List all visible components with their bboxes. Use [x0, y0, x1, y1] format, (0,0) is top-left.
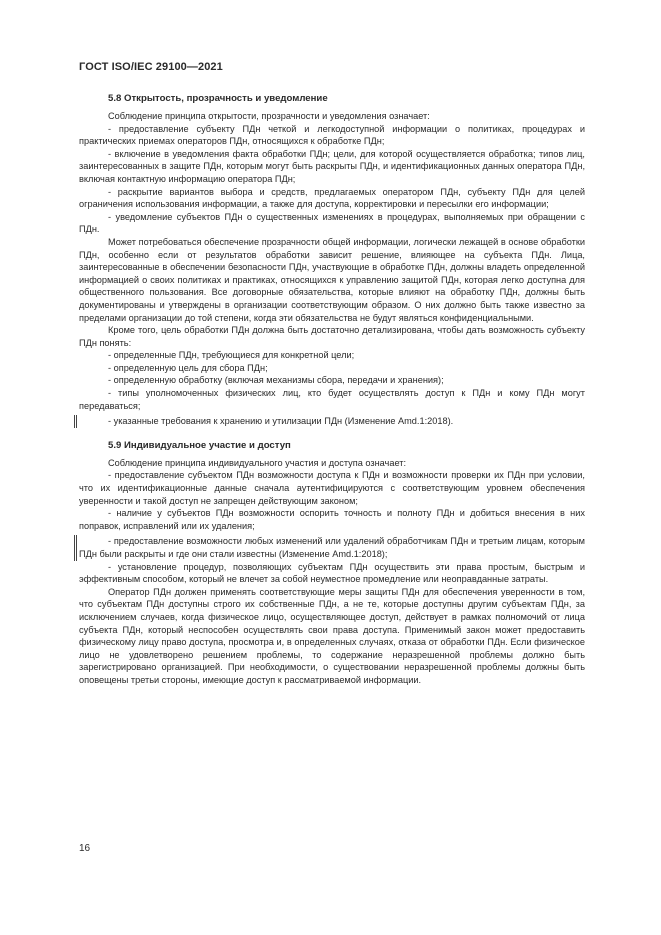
paragraph: Соблюдение принципа открытости, прозрачности и уведомления означает: — [108, 111, 430, 121]
list-item: - определенную цель для сбора ПДн; — [108, 362, 268, 373]
amendment-list-item: - предоставление возможности любых изменений или удалений обработчикам ПДн и третьим лицам, которым ПДн были раскрыты и где они стали известны (Изменение Amd.1:2018); — [79, 536, 585, 559]
page-number: 16 — [79, 843, 91, 854]
list-item: - предоставление субъектом ПДн возможности доступа к ПДн и возможности проверки их ПДн при условии, что их идентификационные данные сначала аутентифицируются с соответствующим уровнем обеспечения уверенности и такой доступ не запрещен действующим законом; — [79, 470, 585, 506]
standard-code-header: ГОСТ ISO/IEC 29100—2021 — [79, 61, 223, 73]
list-item: - уведомление субъектов ПДн о существенных изменениях в процедурах, выполняемых при обращении с ПДн. — [79, 211, 585, 235]
paragraph: Оператор ПДн должен применять соответствующие меры защиты ПДн для обеспечения уверенности в том, что субъектам ПДн доступны строго их собственные ПДн, а не те, которые доступны другим субъектам ПДн, за исключением случаев, когда физическое лицо, осуществляющее доступ, действует в рамках полномочий от лица субъекта ПДн, который неспособен осуществлять свои права доступа. Применимый закон может предоставить физическому лицу право доступа, просмотра и, в определенных случаях, отказа от обработки ПДн. Если физическое лицо не удовлетворено решением проблемы, то содержание неразрешенной проблемы должно быть зарегистрировано организацией. При необходимости, о существовании неразрешенной проблемы должны быть оповещены третьи стороны, имеющие доступ к рассматриваемой информации. — [79, 586, 585, 685]
paragraph: Соблюдение принципа индивидуального участия и доступа означает: — [108, 457, 407, 468]
paragraph: Может потребоваться обеспечение прозрачности общей информации, логически лежащей в основе обработки ПДн, особенно если от результатов обработки зависит решение, влияющее на субъекта ПДн. Лица, заинтересованные в обеспечении безопасности ПДн, участвующие в обработке ПДн, должны владеть определенной информацией о своих политиках и практиках, относящихся к управлению защитой ПДн, которая легко доступна для общественного пользования. Все договорные обязательства, которые влияют на обработку ПДн, должны быть документированы и утверждены в организации соответствующим образом. О них должно быть также известно за пределами организации до той степени, когда эти обязательства не будут являться конфиденциальными. — [79, 236, 585, 323]
section-5-9-heading: 5.9 Индивидуальное участие и доступ — [108, 439, 291, 451]
list-item: - наличие у субъектов ПДн возможности оспорить точность и полноту ПДн и добиться внесения в них поправок, исправлений или их удаления; — [79, 508, 585, 531]
amendment-list-item: - указанные требования к хранению и утилизации ПДн (Изменение Amd.1:2018). — [79, 415, 585, 428]
list-item: - установление процедур, позволяющих субъектам ПДн осуществить эти права простым, быстрым и эффективным способом, который не влечет за собой неуместное промедление или неоправданные затраты. — [79, 561, 585, 585]
list-item: - раскрытие вариантов выбора и средств, предлагаемых оператором ПДн, субъекту ПДн для целей ограничения использования информации, а также для доступа, корректировки и пересылки его информации; — [79, 186, 585, 210]
list-item: - определенную обработку (включая механизмы сбора, передачи и хранения); — [108, 375, 444, 386]
list-item: - типы уполномоченных физических лиц, кто будет осуществлять доступ к ПДн и кому ПДн могут передаваться; — [79, 388, 585, 411]
section-5-8-heading: 5.8 Открытость, прозрачность и уведомление — [108, 93, 328, 104]
page-body — [79, 92, 585, 687]
list-item: - предоставление субъекту ПДн четкой и легкодоступной информации о политиках, процедурах и практических приемах операторов ПДн, относящихся к обработке ПДн; — [79, 123, 585, 147]
list-item: - определенные ПДн, требующиеся для конкретной цели; — [108, 350, 355, 361]
list-item: - включение в уведомления факта обработки ПДн; цели, для которой осуществляется обработка; типов лиц, заинтересованных в защите ПДн, которым могут быть раскрыты ПДн, и идентификационных данных оператора ПДн, включая контактную информацию оператора ПДн; — [79, 148, 585, 184]
paragraph: Кроме того, цель обработки ПДн должна быть достаточно детализирована, чтобы дать возможность субъекту ПДн понять: — [79, 325, 585, 348]
